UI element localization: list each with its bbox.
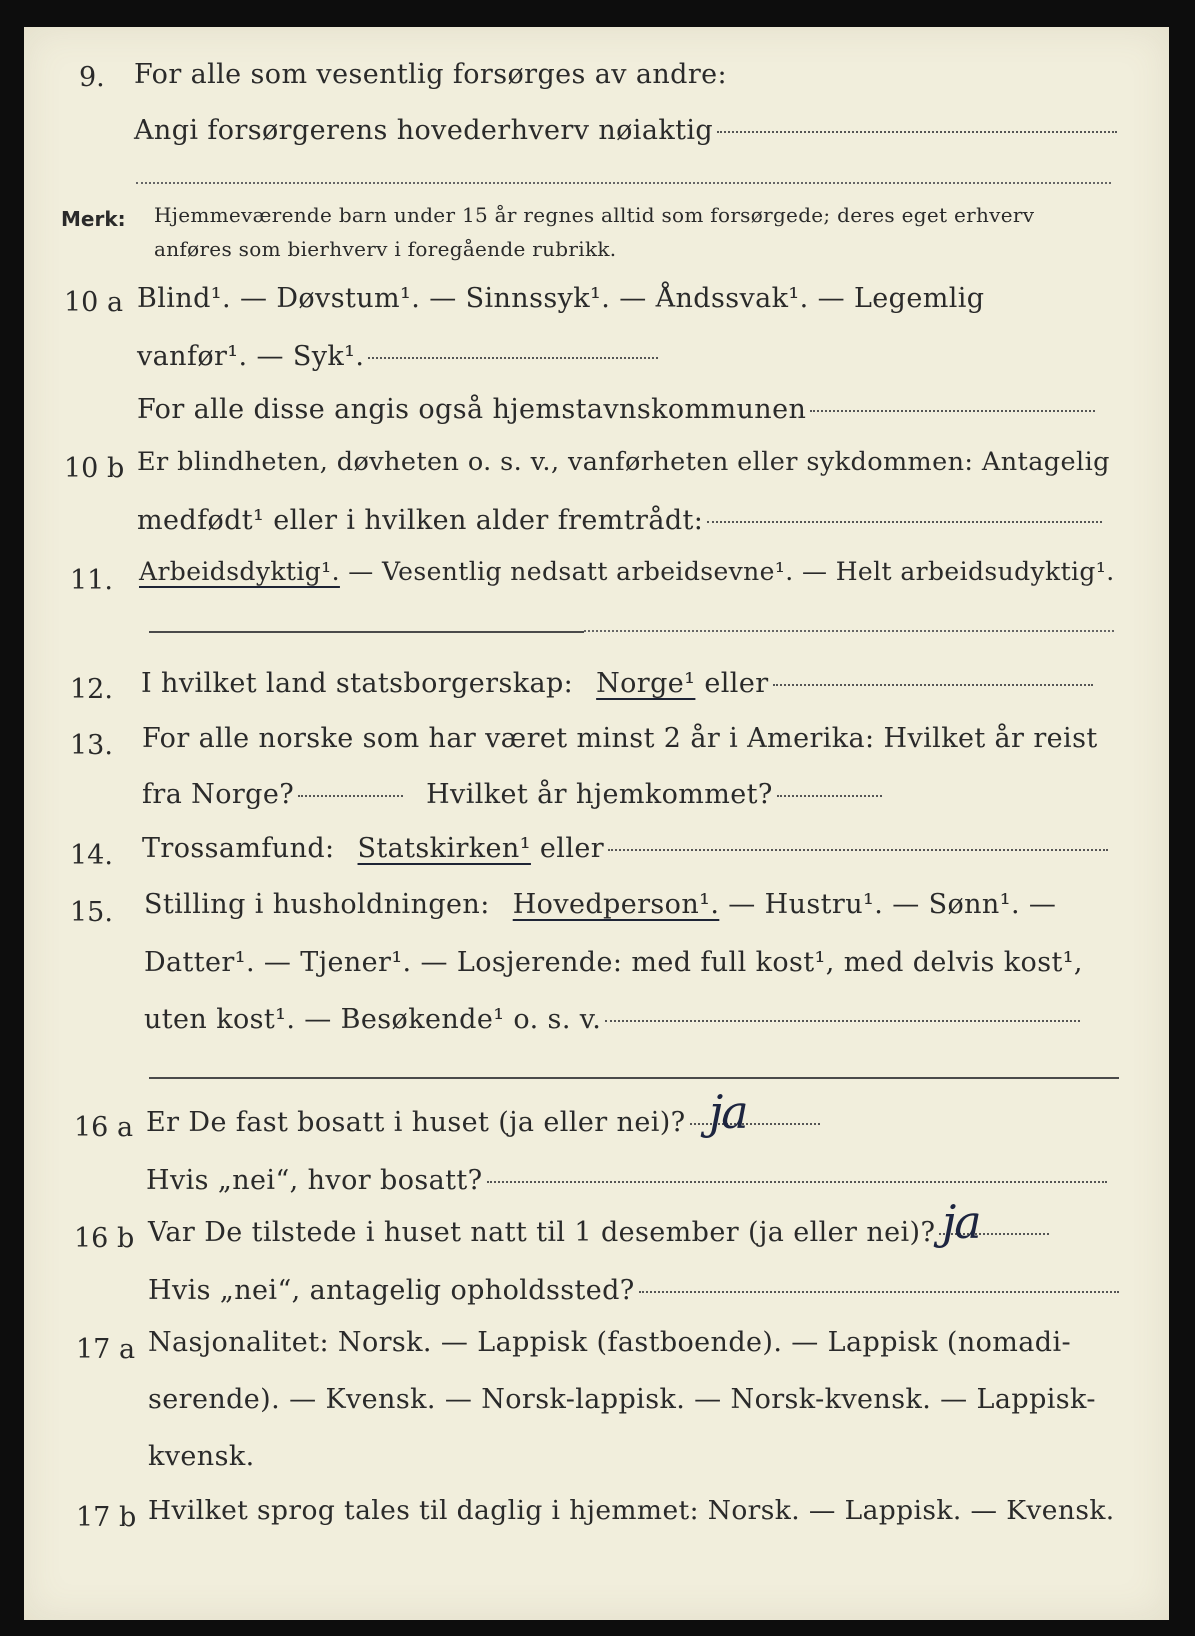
q12-pre: I hvilket land statsborgerskap: bbox=[141, 668, 574, 699]
item-number-13: 13. bbox=[70, 730, 113, 761]
q11-rest: — Vesentlig nedsatt arbeidsevne¹. — Helt arbeidsudyktig¹. bbox=[348, 557, 1115, 586]
q16a-bosatt-fill-line[interactable] bbox=[487, 1181, 1107, 1183]
census-form-page bbox=[24, 27, 1169, 1620]
q11-fill-line-2[interactable] bbox=[584, 630, 1114, 632]
q16a-line2-text: Hvis „nei“, hvor bosatt? bbox=[146, 1165, 483, 1196]
item-number-16a: 16 a bbox=[74, 1112, 134, 1143]
item-number-17a: 17 a bbox=[76, 1334, 136, 1365]
item-number-10a: 10 a bbox=[64, 287, 124, 318]
item-number-14: 14. bbox=[70, 840, 113, 871]
q13-reist-fill-line[interactable] bbox=[298, 795, 403, 797]
q12-post: eller bbox=[704, 668, 769, 699]
q15-extra-fill-line[interactable] bbox=[149, 1077, 1119, 1079]
q15-line2: Datter¹. — Tjener¹. — Losjerende: med full kost¹, med delvis kost¹, bbox=[144, 947, 1083, 978]
item-number-15: 15. bbox=[70, 897, 113, 928]
q9-line2-text: Angi forsørgerens hovederhverv nøiaktig bbox=[134, 115, 714, 146]
q16a-line2 bbox=[146, 1165, 1107, 1196]
q10a-fill-line[interactable] bbox=[368, 357, 658, 359]
q15-fill-line[interactable] bbox=[605, 1020, 1080, 1022]
q11-selected-option[interactable]: Arbeidsdyktig¹. bbox=[139, 557, 340, 586]
q10a-line3 bbox=[137, 394, 1095, 425]
item-number-12: 12. bbox=[70, 674, 113, 705]
q9-line2 bbox=[134, 115, 1117, 146]
q16b-line1 bbox=[148, 1217, 1049, 1248]
item-number-9: 9. bbox=[79, 62, 105, 93]
q17b-line1: Hvilket sprog tales til daglig i hjemmet: Norsk. — Lappisk. — Kvensk. bbox=[148, 1495, 1115, 1526]
q14-post: eller bbox=[539, 833, 605, 864]
q15-line1 bbox=[144, 889, 1056, 920]
q14-pre: Trossamfund: bbox=[142, 833, 335, 864]
q15-selected-option[interactable]: Hovedperson¹. bbox=[512, 889, 720, 920]
q10a-line2 bbox=[137, 341, 658, 372]
q11-line bbox=[139, 557, 1115, 586]
q15-pre: Stilling i husholdningen: bbox=[144, 889, 490, 920]
q11-fill-line[interactable] bbox=[149, 631, 584, 633]
q10b-line2-text: medfødt¹ eller i hvilken alder fremtrådt: bbox=[137, 505, 704, 536]
merk-label: Merk: bbox=[61, 207, 126, 231]
merk-line1: Hjemmeværende barn under 15 år regnes alltid som forsørgede; deres eget erhverv bbox=[154, 203, 1035, 227]
q10a-hjemstavn-fill-line[interactable] bbox=[810, 410, 1095, 412]
q16b-line2 bbox=[148, 1275, 1119, 1306]
q9-line1: For alle som vesentlig forsørges av andre: bbox=[134, 59, 728, 90]
q16b-handwritten-answer: ja bbox=[942, 1195, 980, 1249]
q10b-line1: Er blindheten, døvheten o. s. v., vanførheten eller sykdommen: Antagelig bbox=[137, 447, 1110, 477]
q15-line3 bbox=[144, 1004, 1080, 1035]
q10a-line1: Blind¹. — Døvstum¹. — Sinnssyk¹. — Åndssvak¹. — Legemlig bbox=[137, 283, 985, 314]
q16b-opholdssted-fill-line[interactable] bbox=[639, 1291, 1119, 1293]
item-number-16b: 16 b bbox=[74, 1223, 135, 1254]
q10a-line2-text: vanfør¹. — Syk¹. bbox=[137, 341, 365, 372]
q17a-line1: Nasjonalitet: Norsk. — Lappisk (fastboende). — Lappisk (nomadi- bbox=[148, 1327, 1072, 1358]
q13-line1: For alle norske som har været minst 2 år i Amerika: Hvilket år reist bbox=[142, 723, 1098, 754]
q16b-line1-text: Var De tilstede i huset natt til 1 desember (ja eller nei)? bbox=[148, 1217, 936, 1248]
q9-fill-line[interactable] bbox=[717, 131, 1117, 133]
q13-line2b: Hvilket år hjemkommet? bbox=[426, 779, 773, 810]
q17a-line3: kvensk. bbox=[148, 1441, 255, 1472]
q17a-line2: serende). — Kvensk. — Norsk-lappisk. — Norsk-kvensk. — Lappisk- bbox=[148, 1384, 1096, 1415]
q13-line2 bbox=[142, 779, 882, 810]
q15-line1-rest: — Hustru¹. — Sønn¹. — bbox=[728, 889, 1057, 920]
merk-line2: anføres som bierhverv i foregående rubrikk. bbox=[154, 237, 617, 261]
q12-fill-line[interactable] bbox=[773, 684, 1093, 686]
q13-line2a: fra Norge? bbox=[142, 779, 295, 810]
q15-line3-text: uten kost¹. — Besøkende¹ o. s. v. bbox=[144, 1004, 602, 1035]
q9-extra-fill-line[interactable] bbox=[136, 182, 1111, 184]
q10b-line2 bbox=[137, 505, 1102, 536]
item-number-11: 11. bbox=[70, 565, 113, 596]
item-number-10b: 10 b bbox=[64, 453, 125, 484]
q14-selected-option[interactable]: Statskirken¹ bbox=[357, 833, 531, 864]
q16a-handwritten-answer: ja bbox=[709, 1085, 747, 1139]
q16a-line1-text: Er De fast bosatt i huset (ja eller nei)? bbox=[146, 1107, 686, 1138]
q12-selected-option[interactable]: Norge¹ bbox=[596, 668, 696, 699]
q10b-fill-line[interactable] bbox=[707, 521, 1102, 523]
q13-hjemkommet-fill-line[interactable] bbox=[777, 795, 882, 797]
q12-line bbox=[141, 668, 1093, 699]
q14-fill-line[interactable] bbox=[608, 849, 1108, 851]
q16b-line2-text: Hvis „nei“, antagelig opholdssted? bbox=[148, 1275, 635, 1306]
q14-line bbox=[142, 833, 1108, 864]
item-number-17b: 17 b bbox=[76, 1502, 137, 1533]
q10a-line3-text: For alle disse angis også hjemstavnskommunen bbox=[137, 394, 807, 425]
